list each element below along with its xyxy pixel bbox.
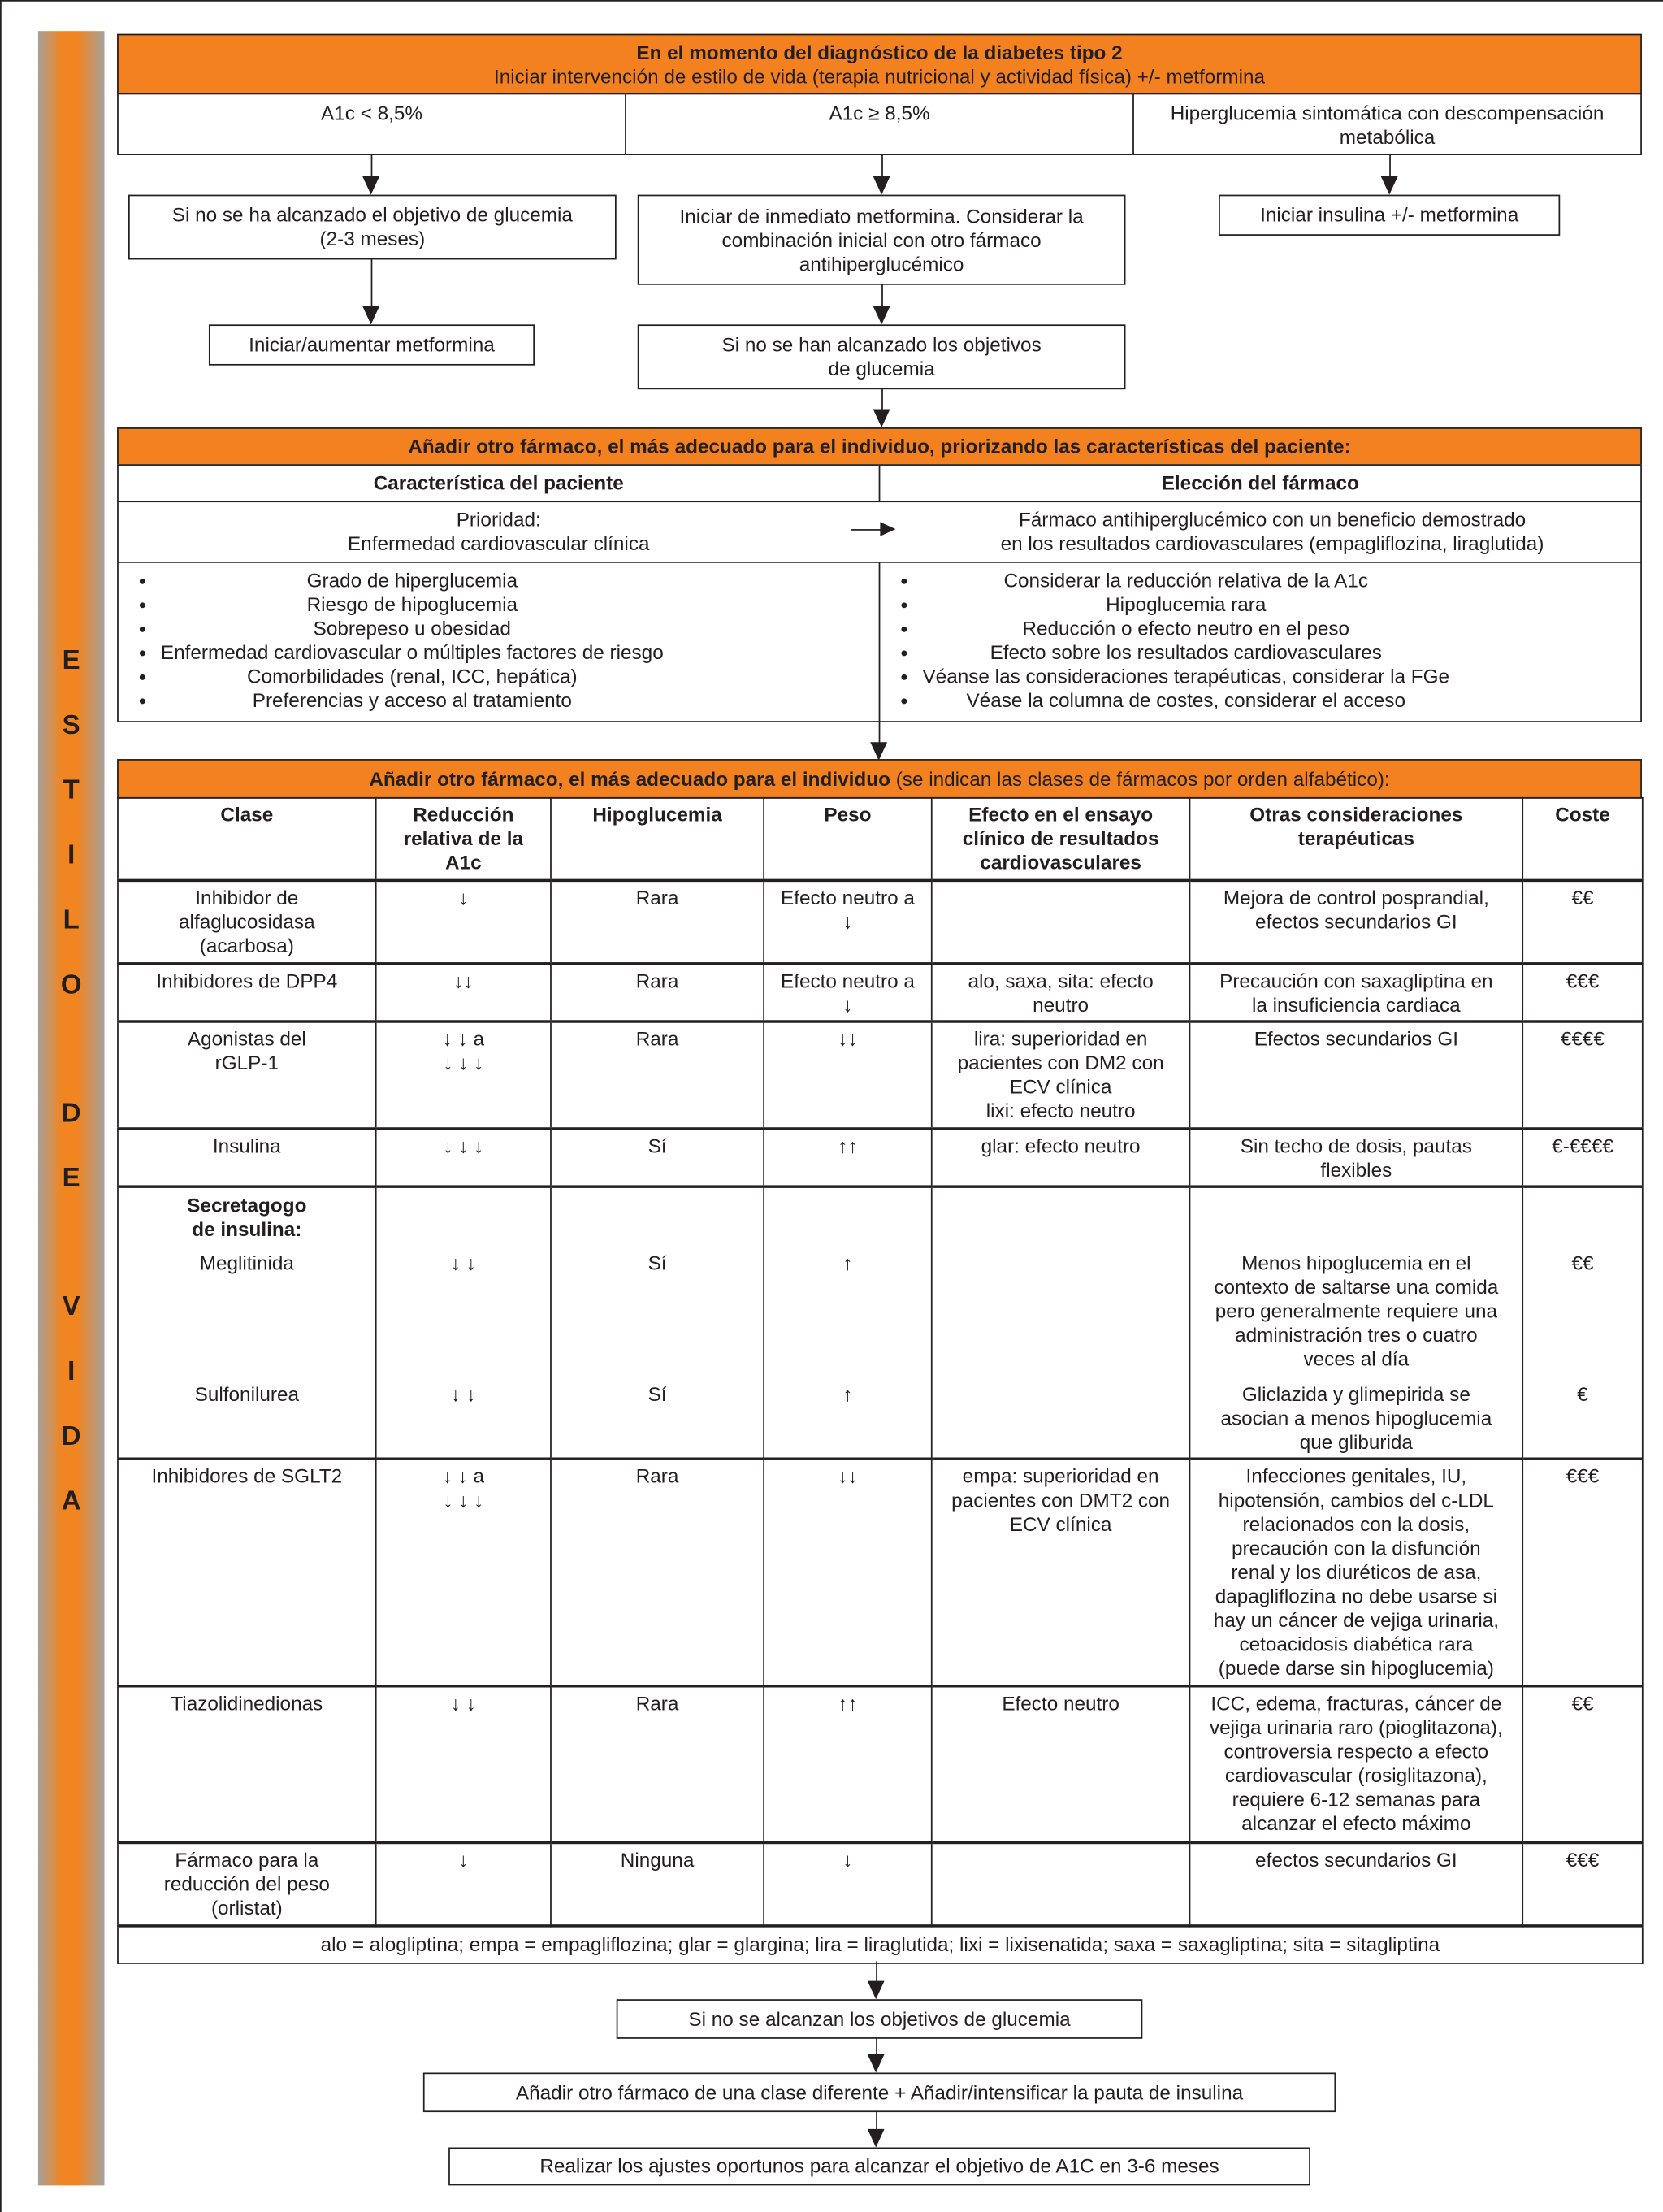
option-a1c-low: A1c < 8,5% — [117, 93, 626, 155]
cell-hypoglycemia: Rara — [551, 1021, 764, 1128]
cell-other-considerations: Mejora de control posprandial, efectos secundarios GI — [1189, 880, 1522, 963]
cell-cv-outcome: alo, saxa, sita: efecto neutro — [932, 963, 1190, 1021]
cell-weight: ↑↑ — [764, 1685, 932, 1842]
meglitinida-hypoglycemia: Sí — [647, 1251, 667, 1273]
header-hypoglycemia: Hipoglucemia — [551, 798, 764, 880]
connector — [371, 155, 373, 178]
table-row — [118, 963, 1643, 1021]
sidebar-letter: V — [62, 1292, 80, 1322]
sidebar-letter: I — [67, 840, 76, 871]
cell-cost: €€€ — [1522, 1842, 1643, 1925]
connector — [881, 155, 883, 178]
cell-other-considerations: Sin techo de dosis, pautas flexibles — [1189, 1128, 1522, 1186]
list-item: • Enfermedad cardiovascular o múltiples factores de riesgo — [161, 640, 664, 665]
drug-choice-header: Elección del fármaco — [879, 464, 1642, 502]
sidebar-letter: D — [61, 1422, 81, 1452]
table-title-bold: Añadir otro fármaco, el más adecuado para el individuo — [369, 766, 890, 790]
table-title-note: (se indican las clases de fármacos por orden alfabético): — [890, 766, 1390, 790]
meglitinida-weight: ↑ — [842, 1251, 853, 1273]
arrow-down-icon — [868, 1981, 885, 2000]
cell-class — [118, 1186, 376, 1458]
header-other-considerations: Otras consideraciones terapéuticas — [1189, 798, 1522, 880]
arrow-right-head — [880, 522, 895, 536]
cell-cv-outcome: Efecto neutro — [932, 1685, 1190, 1842]
cell-cost: €-€€€€ — [1522, 1128, 1643, 1186]
cell-other-considerations — [1189, 1186, 1522, 1458]
cell-hypoglycemia: Rara — [551, 963, 764, 1021]
cell-a1c-reduction: ↓ ↓ a ↓ ↓ ↓ — [376, 1458, 551, 1685]
table-title — [117, 759, 1642, 799]
cell-weight: Efecto neutro a ↓ — [764, 963, 932, 1021]
sulfonilurea-other-considerations: Gliclazida y glimepirida se asocian a menos hipoglucemia que gliburida — [1220, 1381, 1492, 1453]
bottom-step-3: Realizar los ajustes oportunos para alcanzar el objetivo de A1C en 3-6 meses — [448, 2147, 1310, 2185]
sidebar-letter: E — [62, 646, 80, 676]
connector — [876, 2037, 877, 2056]
cell-cv-outcome: glar: efecto neutro — [932, 1128, 1190, 1186]
diagnosis-subtitle: Iniciar intervención de estilo de vida (terapia nutricional y actividad física) +/- metformina — [493, 63, 1266, 87]
cell-cost — [1522, 1186, 1643, 1458]
cell-cv-outcome — [932, 1186, 1190, 1458]
cell-a1c-reduction: ↓ — [376, 880, 551, 963]
arrow-down-icon — [873, 409, 890, 427]
section2-title: Añadir otro fármaco, el más adecuado para el individuo, priorizando las características del paciente: — [117, 427, 1642, 466]
abbreviations-footnote: alo = alogliptina; empa = empagliflozina; glar = glargina; lira = liraglutida; lixi = lixisenatida; saxa = saxagliptina; sita = sitagliptina — [118, 1925, 1643, 1963]
list-item: • Hipoglucemia rara — [922, 592, 1449, 617]
secretagogo-header: Secretagogo de insulina: — [187, 1192, 307, 1240]
diagnosis-title: En el momento del diagnóstico de la diabetes tipo 2 — [636, 40, 1123, 63]
cell-other-considerations: efectos secundarios GI — [1189, 1842, 1522, 1925]
cell-cv-outcome: empa: superioridad en pacientes con DMT2 con ECV clínica — [932, 1458, 1190, 1685]
sulfonilurea-class: Sulfonilurea — [194, 1381, 300, 1405]
cell-weight: Efecto neutro a ↓ — [764, 880, 932, 963]
cell-cost: €€ — [1522, 1685, 1643, 1842]
meglitinida-class: Meglitinida — [199, 1251, 294, 1273]
sidebar-letter: O — [60, 970, 82, 1000]
connector — [879, 721, 881, 744]
cell-a1c-reduction: ↓ ↓ ↓ — [376, 1128, 551, 1186]
cell-class: Inhibidores de DPP4 — [118, 963, 376, 1021]
table-row — [118, 1021, 1643, 1128]
cell-class: Inhibidor de alfaglucosidasa (acarbosa) — [118, 880, 376, 963]
cell-class: Tiazolidinedionas — [118, 1685, 376, 1842]
table-header-row — [118, 798, 1643, 880]
cell-a1c-reduction: ↓ ↓ — [376, 1685, 551, 1842]
meglitinida-cost: €€ — [1571, 1251, 1594, 1273]
sulfonilurea-hypoglycemia: Sí — [647, 1381, 667, 1405]
header-a1c-reduction: Reducción relativa de la A1c — [376, 798, 551, 880]
table-row — [118, 1128, 1643, 1186]
option-a1c-high: A1c ≥ 8,5% — [625, 93, 1134, 155]
sidebar-letter: E — [62, 1164, 80, 1194]
cell-class: Inhibidores de SGLT2 — [118, 1458, 376, 1685]
list-item: • Sobrepeso u obesidad — [161, 617, 664, 641]
bottom-step-2: Añadir otro fármaco de una clase diferente + Añadir/intensificar la pauta de insulina — [423, 2072, 1336, 2112]
cell-other-considerations: Efectos secundarios GI — [1189, 1021, 1522, 1128]
arrow-down-icon — [870, 742, 887, 761]
left-step-2: Iniciar/aumentar metformina — [209, 324, 535, 365]
cell-cv-outcome — [932, 1842, 1190, 1925]
patient-characteristics-list — [117, 562, 880, 722]
connector — [371, 258, 373, 306]
table-row-secretagogo — [118, 1186, 1643, 1458]
cell-other-considerations: Precaución con saxagliptina en la insuficiencia cardiaca — [1189, 963, 1522, 1021]
list-item: • Riesgo de hipoglucemia — [161, 592, 664, 617]
right-step-1: Iniciar insulina +/- metformina — [1219, 195, 1560, 236]
header-cost: Coste — [1522, 798, 1643, 880]
cell-other-considerations: Infecciones genitales, IU, hipotensión, cambios del c-LDL relacionados con la dosis, precaución con la disfunción renal y los diuréticos de asa, dapagliflozina no debe usarse si hay un cáncer de vejiga urinaria, cetoacidosis diabética rara (puede darse sin hipoglucemia) — [1189, 1458, 1522, 1685]
meglitinida-a1c-reduction: ↓ ↓ — [450, 1251, 476, 1273]
sulfonilurea-cost: € — [1577, 1381, 1588, 1405]
arrow-down-icon — [873, 176, 890, 195]
table-row — [118, 1685, 1643, 1842]
header-class: Clase — [118, 798, 376, 880]
sidebar-letter: L — [63, 905, 80, 936]
connector — [1389, 155, 1391, 178]
list-item: • Comorbilidades (renal, ICC, hepática) — [161, 665, 664, 689]
cell-class: Agonistas del rGLP-1 — [118, 1021, 376, 1128]
cell-weight: ↓↓ — [764, 1021, 932, 1128]
arrow-down-icon — [362, 306, 379, 325]
table-row — [118, 1842, 1643, 1925]
header-weight: Peso — [764, 798, 932, 880]
cell-hypoglycemia — [551, 1186, 764, 1458]
option-symptomatic: Hiperglucemia sintomática con descompensación metabólica — [1132, 93, 1642, 155]
sidebar-letter: T — [63, 775, 80, 806]
arrow-down-icon — [362, 176, 379, 195]
cell-cv-outcome — [932, 880, 1190, 963]
arrow-down-icon — [868, 2129, 885, 2148]
arrow-down-icon — [1381, 176, 1398, 195]
arrow-down-icon — [868, 2054, 885, 2073]
drug-classes-table — [117, 797, 1644, 1963]
sulfonilurea-a1c-reduction: ↓ ↓ — [450, 1381, 476, 1405]
sidebar-letter: D — [61, 1099, 81, 1129]
patient-characteristic-header: Característica del paciente — [117, 464, 880, 502]
list-item: • Considerar la reducción relativa de la A1c — [922, 569, 1449, 593]
list-item: • Efecto sobre los resultados cardiovasculares — [922, 640, 1449, 665]
left-step-1: Si no se ha alcanzado el objetivo de glucemia (2-3 meses) — [128, 195, 617, 260]
diagnosis-header — [117, 34, 1642, 95]
mid-step-2: Si no se han alcanzado los objetivos de glucemia — [638, 324, 1126, 389]
mid-step-1: Iniciar de inmediato metformina. Considerar la combinación inicial con otro fármaco antihiperglucémico — [638, 195, 1126, 285]
footnote-row — [118, 1925, 1643, 1963]
table-row — [118, 1458, 1643, 1685]
cell-a1c-reduction: ↓ ↓ a ↓ ↓ ↓ — [376, 1021, 551, 1128]
cell-hypoglycemia: Rara — [551, 880, 764, 963]
arrow-down-icon — [873, 306, 890, 325]
meglitinida-other-considerations: Menos hipoglucemia en el contexto de saltarse una comida pero generalmente requiere una administración tres o cuatro veces al día — [1214, 1251, 1499, 1369]
cell-weight — [764, 1186, 932, 1458]
list-item: • Véase la columna de costes, considerar el acceso — [922, 688, 1449, 713]
cell-cost: €€ — [1522, 880, 1643, 963]
cell-weight: ↓↓ — [764, 1458, 932, 1685]
cell-a1c-reduction: ↓ — [376, 1842, 551, 1925]
sidebar-letter: I — [67, 1357, 76, 1387]
bottom-step-1: Si no se alcanzan los objetivos de glucemia — [617, 1999, 1143, 2039]
cell-hypoglycemia: Rara — [551, 1458, 764, 1685]
sidebar-letter: S — [62, 711, 80, 741]
table-row — [118, 880, 1643, 963]
cell-hypoglycemia: Ninguna — [551, 1842, 764, 1925]
cell-cv-outcome: lira: superioridad en pacientes con DM2 con ECV clínica lixi: efecto neutro — [932, 1021, 1190, 1128]
priority-right: Fármaco antihiperglucémico con un beneficio demostrado en los resultados cardiovasculares (empagliflozina, liraglutida) — [1000, 508, 1544, 555]
list-item: • Preferencias y acceso al tratamiento — [161, 688, 664, 713]
cell-weight: ↓ — [764, 1842, 932, 1925]
connector — [881, 284, 883, 306]
list-item: • Véanse las consideraciones terapéuticas, considerar la FGe — [922, 665, 1449, 689]
header-cv-outcome: Efecto en el ensayo clínico de resultados cardiovasculares — [932, 798, 1190, 880]
cell-class: Insulina — [118, 1128, 376, 1186]
cell-cost: €€€ — [1522, 963, 1643, 1021]
cell-cost: €€€€ — [1522, 1021, 1643, 1128]
drug-choice-list — [879, 562, 1642, 722]
connector — [876, 2110, 877, 2130]
cell-class: Fármaco para la reducción del peso (orlistat) — [118, 1842, 376, 1925]
priority-left: Prioridad: Enfermedad cardiovascular clínica — [347, 508, 650, 555]
cell-other-considerations: ICC, edema, fracturas, cáncer de vejiga urinaria raro (pioglitazona), controversia respecto a efecto cardiovascular (rosiglitazona), requiere 6-12 semanas para alcanzar el efecto máximo — [1189, 1685, 1522, 1842]
cell-a1c-reduction: ↓↓ — [376, 963, 551, 1021]
list-item: • Grado de hiperglucemia — [161, 569, 664, 593]
connector — [881, 388, 883, 410]
connector — [876, 1961, 877, 1982]
sidebar-letter: A — [61, 1486, 81, 1517]
lifestyle-sidebar — [38, 31, 105, 2185]
sulfonilurea-weight: ↑ — [842, 1381, 853, 1405]
cell-hypoglycemia: Sí — [551, 1128, 764, 1186]
list-item: • Reducción o efecto neutro en el peso — [922, 617, 1449, 641]
cell-cost: €€€ — [1522, 1458, 1643, 1685]
cell-weight: ↑↑ — [764, 1128, 932, 1186]
cell-a1c-reduction — [376, 1186, 551, 1458]
cell-hypoglycemia: Rara — [551, 1685, 764, 1842]
